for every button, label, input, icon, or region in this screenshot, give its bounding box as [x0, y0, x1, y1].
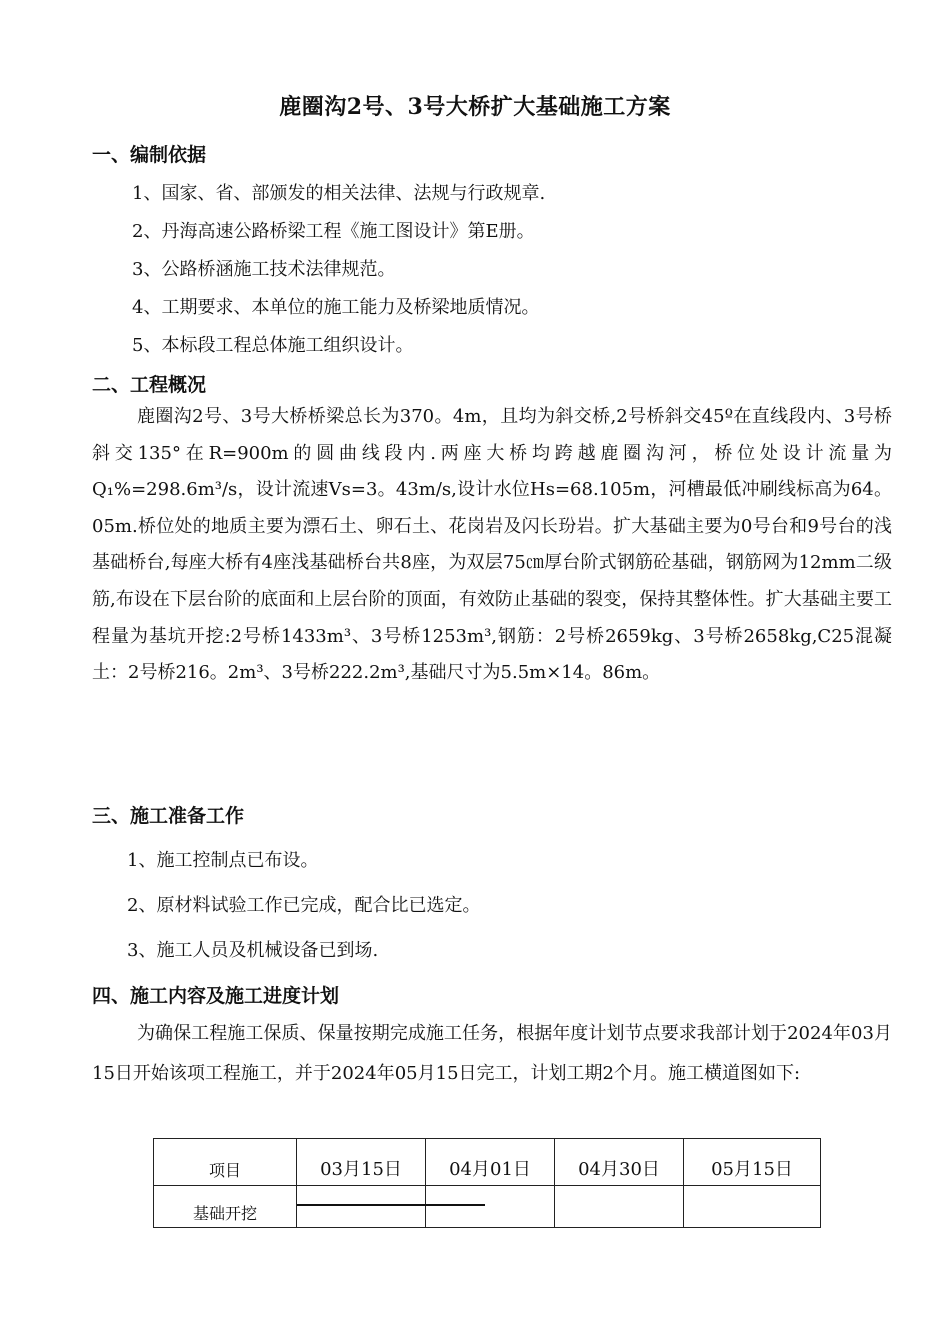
- table-header-date: 03月15日: [297, 1139, 426, 1186]
- list-item: 2、丹海高速公路桥梁工程《施工图设计》第E册。: [132, 221, 535, 242]
- table-row-label: 基础开挖: [154, 1186, 297, 1228]
- section-heading-basis: 一、编制依据: [92, 144, 207, 166]
- table-header-date: 04月30日: [555, 1139, 684, 1186]
- section-heading-preparation: 三、施工准备工作: [92, 805, 245, 827]
- section-heading-schedule: 四、施工内容及施工进度计划: [92, 985, 340, 1007]
- list-item: 2、原材料试验工作已完成，配合比已选定。: [127, 895, 481, 916]
- table-cell: [426, 1186, 555, 1228]
- overview-paragraph: 鹿圈沟2号、3号大桥桥梁总长为370。4m，且均为斜交桥,2号桥斜交45º在直线段内、3号桥斜交135°在R=900m的圆曲线段内.两座大桥均跨越鹿圈沟河，桥位处设计流量为Q₁%=298.6m³/s，设计流速Vs=3。43m/s,设计水位Hs=68.105m，河槽最低冲刷线标高为64。05m.桥位处的地质主要为漂石土、卵石土、花岗岩及闪长玢岩。扩大基础主要为0号台和9号台的浅基础桥台,每座大桥有4座浅基础桥台共8座，为双层75㎝厚台阶式钢筋砼基础，钢筋网为12mm二级筋,布设在下层台阶的底面和上层台阶的顶面，有效防止基础的裂变，保持其整体性。扩大基础主要工程量为基坑开挖:2号桥1433m³、3号桥1253m³,钢筋：2号桥2659kg、3号桥2658kg,C25混凝土：2号桥216。2m³、3号桥222.2m³,基础尺寸为5.5m×14。86m。: [92, 406, 892, 684]
- gantt-table: [153, 1138, 821, 1228]
- gantt-bar-excavation: [297, 1204, 485, 1206]
- table-row: [154, 1186, 821, 1228]
- list-item: 4、工期要求、本单位的施工能力及桥梁地质情况。: [132, 297, 540, 318]
- table-header-row: [154, 1139, 821, 1186]
- table-cell: [684, 1186, 821, 1228]
- schedule-paragraph: 为确保工程施工保质、保量按期完成施工任务，根据年度计划节点要求我部计划于2024年03月15日开始该项工程施工，并于2024年05月15日完工，计划工期2个月。施工横道图如下:: [92, 1023, 892, 1084]
- table-header-item: 项目: [154, 1139, 297, 1186]
- list-item: 3、施工人员及机械设备已到场.: [127, 940, 379, 961]
- section-heading-overview: 二、工程概况: [92, 374, 207, 396]
- table-header-date: 04月01日: [426, 1139, 555, 1186]
- list-item: 1、国家、省、部颁发的相关法律、法规与行政规章.: [132, 183, 546, 204]
- list-item: 3、公路桥涵施工技术法律规范。: [132, 259, 396, 280]
- table-cell: [297, 1186, 426, 1228]
- document-title: 鹿圈沟2号、3号大桥扩大基础施工方案: [279, 94, 671, 120]
- list-item: 1、施工控制点已布设。: [127, 850, 319, 871]
- table-cell: [555, 1186, 684, 1228]
- list-item: 5、本标段工程总体施工组织设计。: [132, 335, 414, 356]
- table-header-date: 05月15日: [684, 1139, 821, 1186]
